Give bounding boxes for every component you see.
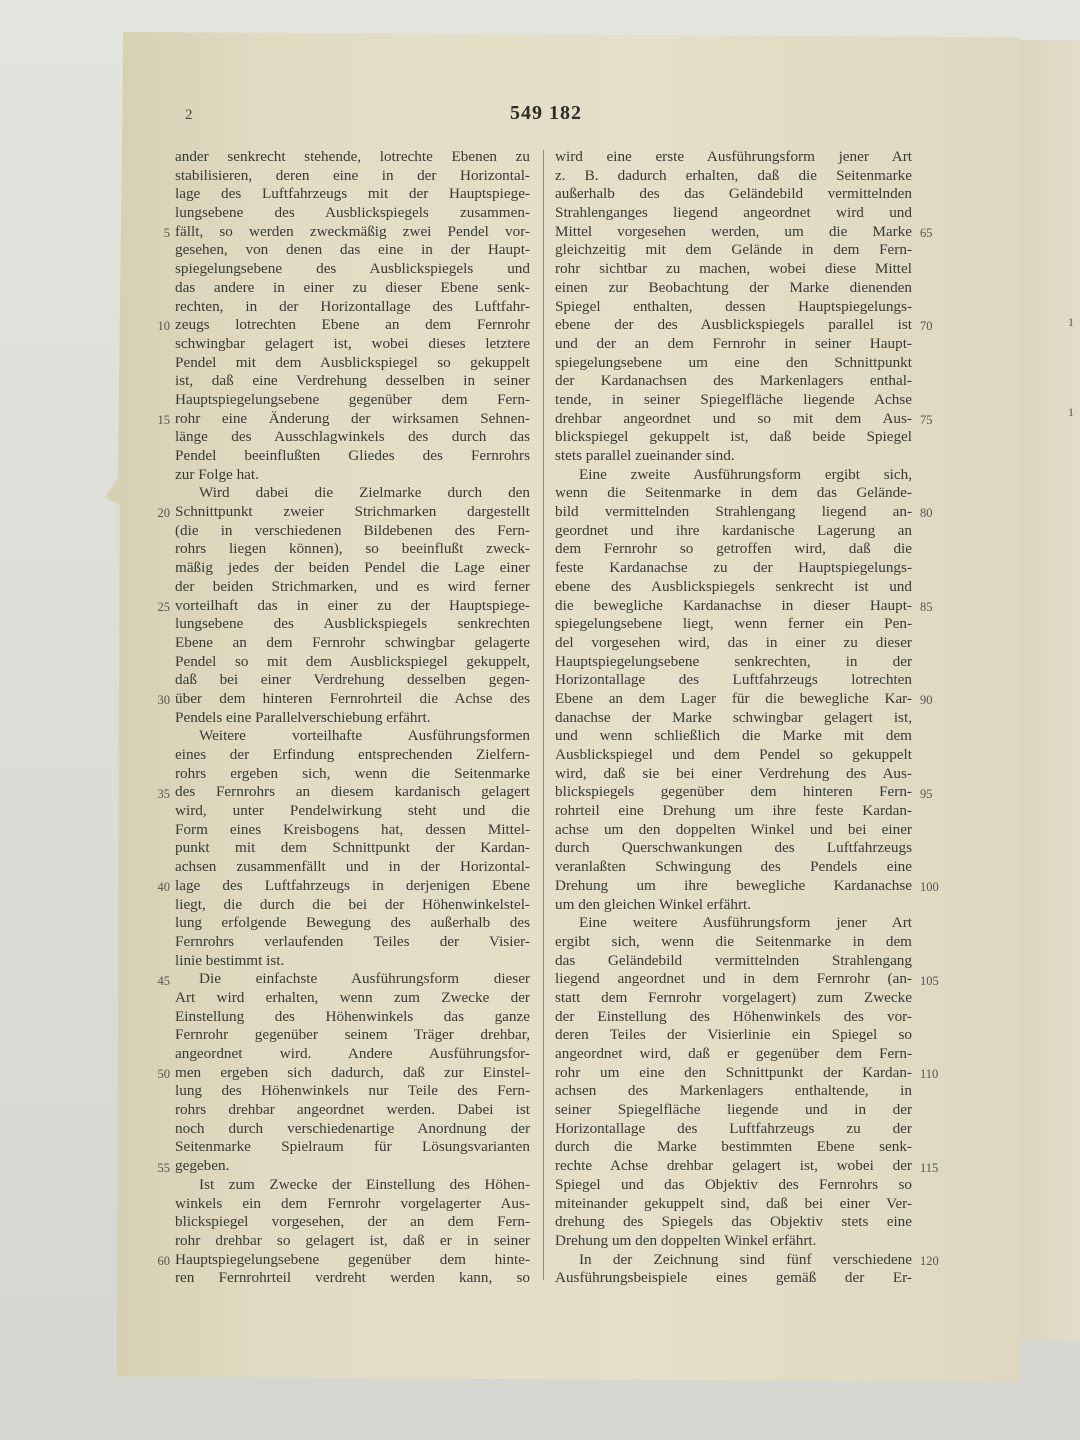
- left-column-line: lage des Luftfahrzeugs in derjenigen Ebene: [175, 876, 530, 894]
- right-text-column: [555, 148, 912, 1288]
- left-column-line: Die einfachste Ausführungsform dieser: [199, 970, 530, 988]
- line-number: 55: [157, 1160, 170, 1175]
- right-column-line: Drehung um den doppelten Winkel erfährt.: [555, 1231, 817, 1249]
- right-column-line: um den gleichen Winkel erfährt.: [555, 895, 752, 913]
- left-text-column: [175, 148, 530, 1288]
- left-column-line: zeugs lotrechten Ebene an dem Fernrohr: [175, 316, 530, 334]
- left-column-line: winkels ein dem Fernrohr vorgelagerter Aus-: [175, 1194, 530, 1212]
- left-column-line: Pendels eine Parallelverschiebung erfährt.: [175, 708, 431, 726]
- right-column-line: stets parallel zueinander sind.: [555, 447, 735, 464]
- left-column-line: rohrs ergeben sich, wenn die Seitenmarke: [175, 764, 530, 782]
- right-column-line: In der Zeichnung sind fünf verschiedene: [579, 1250, 912, 1268]
- left-column-line: achsen zusammenfällt und in der Horizontal-: [175, 858, 530, 876]
- right-column-line: bild vermittelnden Strahlengang liegend an-: [555, 503, 912, 521]
- line-number: 100: [920, 880, 939, 895]
- right-column-line: und der an dem Fernrohr in seiner Haupt-: [555, 334, 912, 352]
- patent-number: 549 182: [510, 102, 582, 124]
- right-column-line: rohr sichtbar zu machen, wobei diese Mittel: [555, 260, 912, 278]
- line-number: 120: [920, 1254, 939, 1269]
- left-column-line: ren Fernrohrteil verdreht werden kann, so: [175, 1269, 530, 1287]
- line-number: 65: [920, 225, 933, 240]
- right-column-line: drehung des Spiegels das Objektiv stets eine: [555, 1213, 912, 1231]
- right-column-line: angeordnet wird, daß er gegenüber dem Fern-: [555, 1045, 912, 1062]
- left-column-line: lungsebene des Ausblickspiegels zusammen-: [175, 204, 530, 222]
- left-column-line: vorteilhaft das in einer zu der Hauptspiege-: [175, 596, 530, 614]
- left-column-line: mäßig jedes der beiden Pendel die Lage einer: [175, 559, 530, 577]
- right-column-line: der Kardanachsen des Markenlagers enthal-: [555, 372, 912, 390]
- right-column-line: drehbar angeordnet und so mit dem Aus-: [555, 409, 912, 427]
- left-column-line: Wird dabei die Zielmarke durch den: [199, 484, 530, 502]
- right-column-line: wenn die Seitenmarke in dem das Gelände-: [555, 484, 912, 502]
- left-column-line: blickspiegel vorgesehen, der an dem Fern-: [175, 1213, 530, 1231]
- left-column-line: Fernrohr gegenüber seinem Träger drehbar,: [175, 1026, 530, 1044]
- right-column-line: Hauptspiegelungsebene senkrechten, in der: [555, 652, 912, 670]
- left-column-line: stabilisieren, deren eine in der Horizontal-: [175, 166, 530, 184]
- left-column-line: Einstellung des Höhenwinkels das ganze: [175, 1007, 530, 1025]
- left-column-line: Form eines Kreisbogens hat, dessen Mittel-: [175, 820, 530, 838]
- left-column-line: fällt, so werden zweckmäßig zwei Pendel vor-: [175, 222, 530, 240]
- right-column-line: feste Kardanachse zu der Hauptspiegelungs-: [555, 559, 912, 577]
- left-column-line: lage des Luftfahrzeugs mit der Hauptspiege-: [175, 185, 530, 203]
- line-number: 90: [920, 693, 933, 708]
- left-column-line: gesehen, von denen das eine in der Haupt-: [175, 241, 530, 259]
- right-column-line: die bewegliche Kardanachse in dieser Haupt-: [555, 596, 912, 614]
- page-number: 2: [185, 107, 193, 123]
- left-column-line: gegeben.: [175, 1157, 230, 1175]
- line-number: 70: [920, 319, 933, 334]
- left-column-line: Ebene an dem Fernrohr schwingbar gelagerte: [175, 633, 530, 651]
- left-column-line: lung des Höhenwinkels nur Teile des Fern-: [175, 1082, 530, 1100]
- right-column-line: gleichzeitig mit dem Gelände in dem Fern-: [555, 241, 912, 259]
- left-column-line: schwingbar gelagert ist, wobei dieses letztere: [175, 334, 530, 352]
- left-column-line: das andere in einer zu dieser Ebene senk-: [175, 278, 530, 296]
- right-column-line: Eine weitere Ausführungsform jener Art: [579, 914, 912, 932]
- line-number: 95: [920, 786, 933, 801]
- right-column-line: Spiegel und das Objektiv des Fernrohrs so: [555, 1175, 912, 1193]
- left-column-line: rohrs drehbar angeordnet werden. Dabei ist: [175, 1101, 530, 1119]
- line-number: 115: [920, 1160, 939, 1175]
- line-number: 35: [157, 786, 170, 801]
- right-column-line: wird eine erste Ausführungsform jener Art: [555, 148, 912, 165]
- right-column-line: Mittel vorgesehen werden, um die Marke: [555, 222, 912, 240]
- right-column-line: Horizontallage des Luftfahrzeugs zu der: [555, 1119, 912, 1137]
- right-column-line: del vorgesehen wird, das in einer zu dieser: [555, 633, 912, 651]
- right-column-line: seiner Spiegelfläche liegende und in der: [555, 1101, 912, 1119]
- edge-mark: 1: [1068, 405, 1074, 419]
- column-divider: [543, 150, 544, 1280]
- right-column-line: Drehung um ihre bewegliche Kardanachse: [555, 876, 912, 894]
- right-column-line: miteinander gekuppelt sind, daß bei einer Ver-: [555, 1194, 912, 1212]
- right-column-line: Eine zweite Ausführungsform ergibt sich,: [579, 465, 912, 483]
- right-column-line: durch die Marke bestimmten Ebene senk-: [555, 1138, 912, 1156]
- right-column-line: blickspiegels gegenüber dem hinteren Fern-: [555, 783, 912, 801]
- left-column-line: rohrs liegen können), so beeinflußt zweck-: [175, 540, 530, 558]
- right-column-line: Spiegel enthalten, dessen Hauptspiegelungs-: [555, 297, 912, 315]
- right-column-line: veranlaßten Schwingung des Pendels eine: [555, 858, 912, 876]
- left-column-line: ist, daß eine Verdrehung desselben in seiner: [175, 372, 530, 390]
- right-column-line: liegend angeordnet und in dem Fernrohr (an-: [555, 970, 912, 988]
- right-column-line: dem Fernrohr so getroffen wird, daß die: [555, 540, 912, 558]
- right-column-line: einen zur Beobachtung der Marke dienenden: [555, 278, 912, 296]
- left-column-line: länge des Ausschlagwinkels des durch das: [175, 428, 530, 446]
- left-column-line: spiegelungsebene des Ausblickspiegels und: [175, 260, 530, 278]
- line-number: 60: [157, 1254, 170, 1269]
- left-column-line: (die in verschiedenen Bildebenen des Fern-: [175, 521, 530, 539]
- left-column-line: Fernrohrs verlaufenden Teiles der Visier-: [175, 932, 530, 950]
- line-number: 5: [163, 225, 170, 240]
- left-column-line: wird, unter Pendelwirkung steht und die: [175, 802, 530, 820]
- left-column-line: men ergeben sich dadurch, daß zur Einstel-: [175, 1063, 530, 1081]
- right-column-line: das Geländebild vermittelnden Strahlengang: [555, 951, 912, 969]
- line-number: 25: [157, 599, 170, 614]
- line-number: 110: [920, 1067, 939, 1082]
- right-column-line: Strahlenganges liegend angeordnet wird und: [555, 204, 912, 222]
- right-column-line: spiegelungsebene liegt, wenn ferner ein Pen-: [555, 615, 912, 633]
- line-number: 75: [920, 412, 933, 427]
- left-column-line: Pendel beeinflußten Gliedes des Fernrohrs: [175, 447, 530, 464]
- right-column-line: z. B. dadurch erhalten, daß die Seitenmarke: [555, 166, 912, 184]
- line-number: 40: [157, 880, 170, 895]
- left-column-line: angeordnet wird. Andere Ausführungsfor-: [175, 1045, 530, 1062]
- left-column-line: punkt mit dem Schnittpunkt der Kardan-: [175, 839, 530, 857]
- left-column-line: Seitenmarke Spielraum für Lösungsvarianten: [175, 1138, 530, 1156]
- edge-mark: 1: [1068, 315, 1074, 329]
- right-column-line: der Einstellung des Höhenwinkels des vor-: [555, 1007, 912, 1025]
- right-column-line: ebene des Ausblickspiegels senkrecht ist und: [555, 577, 912, 595]
- left-column-line: Pendel mit dem Ausblickspiegel so gekuppelt: [175, 353, 530, 371]
- left-column-line: rechten, in der Horizontallage des Luftfahr-: [175, 297, 530, 315]
- left-column-line: Pendel so mit dem Ausblickspiegel gekuppelt,: [175, 652, 530, 670]
- line-number: 20: [157, 506, 170, 521]
- right-column-line: durch Querschwankungen des Luftfahrzeugs: [555, 839, 912, 857]
- left-column-line: der beiden Strichmarken, und es wird ferner: [175, 577, 530, 595]
- left-column-line: lungsebene des Ausblickspiegels senkrechten: [175, 615, 530, 633]
- right-column-line: achse um den doppelten Winkel und bei einer: [555, 820, 912, 838]
- right-column-line: Horizontallage des Luftfahrzeugs lotrechten: [555, 671, 912, 689]
- right-column-line: rechte Achse drehbar gelagert ist, wobei der: [555, 1157, 912, 1175]
- right-column-line: blickspiegel gekuppelt ist, daß beide Spiegel: [555, 428, 912, 446]
- right-column-line: Ausblickspiegel und dem Pendel so gekuppelt: [555, 746, 912, 763]
- left-column-line: noch durch verschiedenartige Anordnung der: [175, 1119, 530, 1137]
- right-column-line: tende, in seiner Spiegelfläche liegende Achse: [555, 390, 912, 408]
- left-column-line: Weitere vorteilhafte Ausführungsformen: [199, 727, 530, 745]
- left-column-line: Hauptspiegelungsebene gegenüber dem Fern-: [175, 390, 530, 408]
- left-column-line: über dem hinteren Fernrohrteil die Achse des: [175, 689, 530, 707]
- line-number: 85: [920, 599, 933, 614]
- right-column-line: danachse der Marke schwingbar gelagert ist,: [555, 708, 912, 726]
- right-column-line: deren Teiles der Visierlinie ein Spiegel so: [555, 1026, 912, 1044]
- line-number: 30: [157, 693, 170, 708]
- left-column-line: rohr eine Änderung der wirksamen Sehnen-: [175, 409, 530, 427]
- left-column-line: des Fernrohrs an diesem kardanisch gelagert: [175, 783, 530, 801]
- right-column-line: wird, daß sie bei einer Verdrehung des Aus-: [555, 764, 912, 782]
- left-column-line: Schnittpunkt zweier Strichmarken dargestellt: [175, 503, 530, 521]
- left-column-line: Art wird erhalten, wenn zum Zwecke der: [175, 988, 530, 1006]
- left-column-line: Hauptspiegelungsebene gegenüber dem hinte-: [175, 1250, 530, 1268]
- line-number: 15: [157, 412, 170, 427]
- right-column-line: ebene der des Ausblickspiegels parallel ist: [555, 316, 912, 334]
- line-number: 10: [157, 319, 170, 334]
- line-number: 80: [920, 506, 933, 521]
- right-column-line: außerhalb des das Geländebild vermittelnden: [555, 185, 912, 203]
- left-column-line: liegt, die durch die bei der Höhenwinkelstel-: [175, 895, 530, 913]
- right-column-line: rohrteil eine Drehung um ihre feste Kardan-: [555, 802, 912, 820]
- right-column-line: ergibt sich, wenn die Seitenmarke in dem: [555, 932, 912, 950]
- left-column-line: Ist zum Zwecke der Einstellung des Höhen-: [199, 1175, 530, 1193]
- line-number: 45: [157, 973, 170, 988]
- right-column-line: statt dem Fernrohr vorgelagert) zum Zwecke: [555, 988, 912, 1006]
- left-column-line: daß bei einer Verdrehung desselben gegen-: [175, 671, 530, 689]
- right-column-line: Ausführungsbeispiele eines gemäß der Er-: [555, 1269, 912, 1287]
- right-column-line: geordnet und ihre kardanische Lagerung an: [555, 521, 912, 539]
- right-column-line: spiegelungsebene um eine den Schnittpunkt: [555, 353, 912, 371]
- left-column-line: lung erfolgende Bewegung des außerhalb des: [175, 914, 530, 932]
- left-column-line: eines der Erfindung entsprechenden Zielfern-: [175, 746, 530, 763]
- left-column-line: ander senkrecht stehende, lotrechte Ebenen zu: [175, 148, 530, 165]
- right-column-line: und wenn schließlich die Marke mit dem: [555, 727, 912, 745]
- left-column-line: rohr drehbar so gelagert ist, daß er in seiner: [175, 1231, 530, 1249]
- right-column-line: achsen des Markenlagers enthaltende, in: [555, 1082, 912, 1100]
- line-number: 50: [157, 1067, 170, 1082]
- right-column-line: Ebene an dem Lager für die bewegliche Kar-: [555, 689, 912, 707]
- left-column-line: zur Folge hat.: [175, 465, 259, 483]
- right-column-line: rohr um eine den Schnittpunkt der Kardan-: [555, 1063, 912, 1081]
- line-number: 105: [920, 973, 939, 988]
- left-column-line: linie bestimmt ist.: [175, 951, 285, 969]
